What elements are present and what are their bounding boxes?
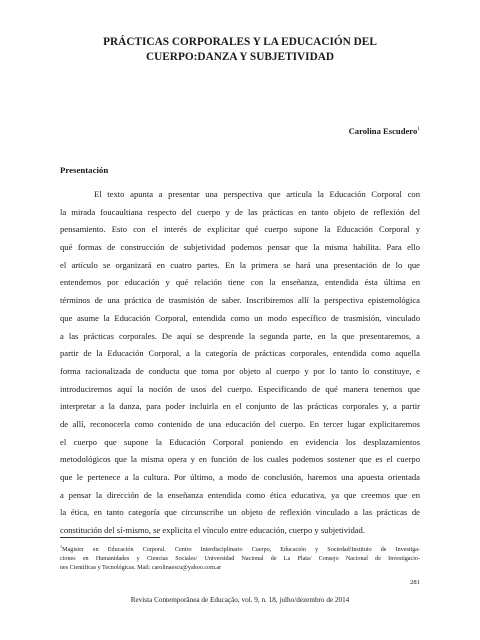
footnote-line: ciones en Humanidades y Ciencias Sociales/ Universidad Nacional de La Plata/ Consejo Nacional de Investigacio- (60, 556, 420, 562)
paragraph-line: de allí, reconocerla como contenido de una educación del cuerpo. En tercer lugar explicitaremos (60, 418, 420, 429)
footnote-mark: 1 (60, 543, 63, 549)
title-line-2: CUERPO:DANZA Y SUBJETIVIDAD (145, 51, 335, 63)
paragraph-line: el artículo se organizará en cuatro partes. En la primera se hará una presentación de lo que (60, 259, 420, 270)
paragraph-line: que asume la Educación Corporal, entendida como un modo específico de trasmisión, vinculado (60, 312, 420, 323)
paragraph-line: interpretar a la danza, para poder incluirla en el conjunto de las prácticas corporales y, a partir (60, 401, 420, 412)
paragraph-line: qué formas de construcción de subjetividad podemos pensar que la misma habilita. Para ello (60, 242, 420, 253)
paper-title (60, 35, 420, 65)
title-line-1: PRÁCTICAS CORPORALES Y LA EDUCACIÓN DEL (103, 36, 377, 48)
paragraph-line: introduciremos aquí la noción de usos del cuerpo. Especificando de qué manera tenemos que (60, 383, 420, 394)
paragraph-line: que le pertenece a la cultura. Por último, a modo de conclusión, haremos una apuesta orientada (60, 472, 420, 482)
paragraph-line: términos de una práctica de trasmisión de saber. Inscribiremos allí la perspectiva epistemológica (60, 295, 420, 306)
section-heading: Presentación (60, 165, 109, 175)
body-paragraph (60, 186, 420, 540)
page-number: 281 (410, 579, 420, 586)
journal-footer: Revista Contemporânea de Educação, vol. 9, n. 18, julho/dezembro de 2014 (130, 596, 350, 604)
paragraph-line: la ética, en tanto categoría que circunscribe un objeto de reflexión vinculado a las prácticas de (60, 507, 420, 518)
paragraph-line: el cuerpo que supone la Educación Corporal poniendo en evidencia los desplazamientos (60, 436, 420, 447)
paragraph-line: pensamiento. Esto con el interés de explicitar qué cuerpo supone la Educación Corporal y (60, 224, 420, 235)
author-byline (349, 125, 420, 137)
paragraph-line: constitución del sí-mismo, se explicita el vínculo entre educación, cuerpo y subjetividad. (60, 525, 365, 536)
paragraph-line: entendemos por educación y qué relación tiene con la enseñanza, entendida ésta última en (60, 277, 420, 288)
footnote (60, 543, 420, 573)
paragraph-line: partir de la Educación Corporal, a la categoría de prácticas corporales, entendida como aquella (60, 348, 420, 359)
paragraph-line: a pensar la dirección de la enseñanza entendida como ética educativa, ya que creemos que en (60, 489, 420, 500)
footnote-divider (60, 537, 160, 538)
footnote-line: $^1$Magister en Educación Corporal. Centro Interdisciplinario Cuerpo, Educación y Sociedad/Instituto de Investiga- (60, 543, 420, 553)
author-footnote-mark[interactable]: 1 (417, 126, 420, 133)
paragraph-line: a las prácticas corporales. De aquí se desprende la segunda parte, en la que presentaremos, a (60, 330, 420, 341)
paragraph-line: El texto apunta a presentar una perspectiva que articula la Educación Corporal con (94, 189, 420, 199)
paragraph-line: forma racionalizada de conducta que toma por objeto al cuerpo y por lo tanto lo constituye, e (60, 365, 420, 376)
author-name: Carolina Escudero (348, 126, 418, 136)
footnote-line: nes Científicas y Tecnológicas. Mail: carolinaescu@yahoo.com.ar (60, 565, 222, 571)
paragraph-line: la mirada foucaultiana respecto del cuerpo y de las prácticas en tanto objeto de reflexión del (60, 206, 420, 217)
paragraph-line: metodológicos que la misma opera y en función de los cuales podemos sostener que es el cuerpo (60, 454, 420, 465)
